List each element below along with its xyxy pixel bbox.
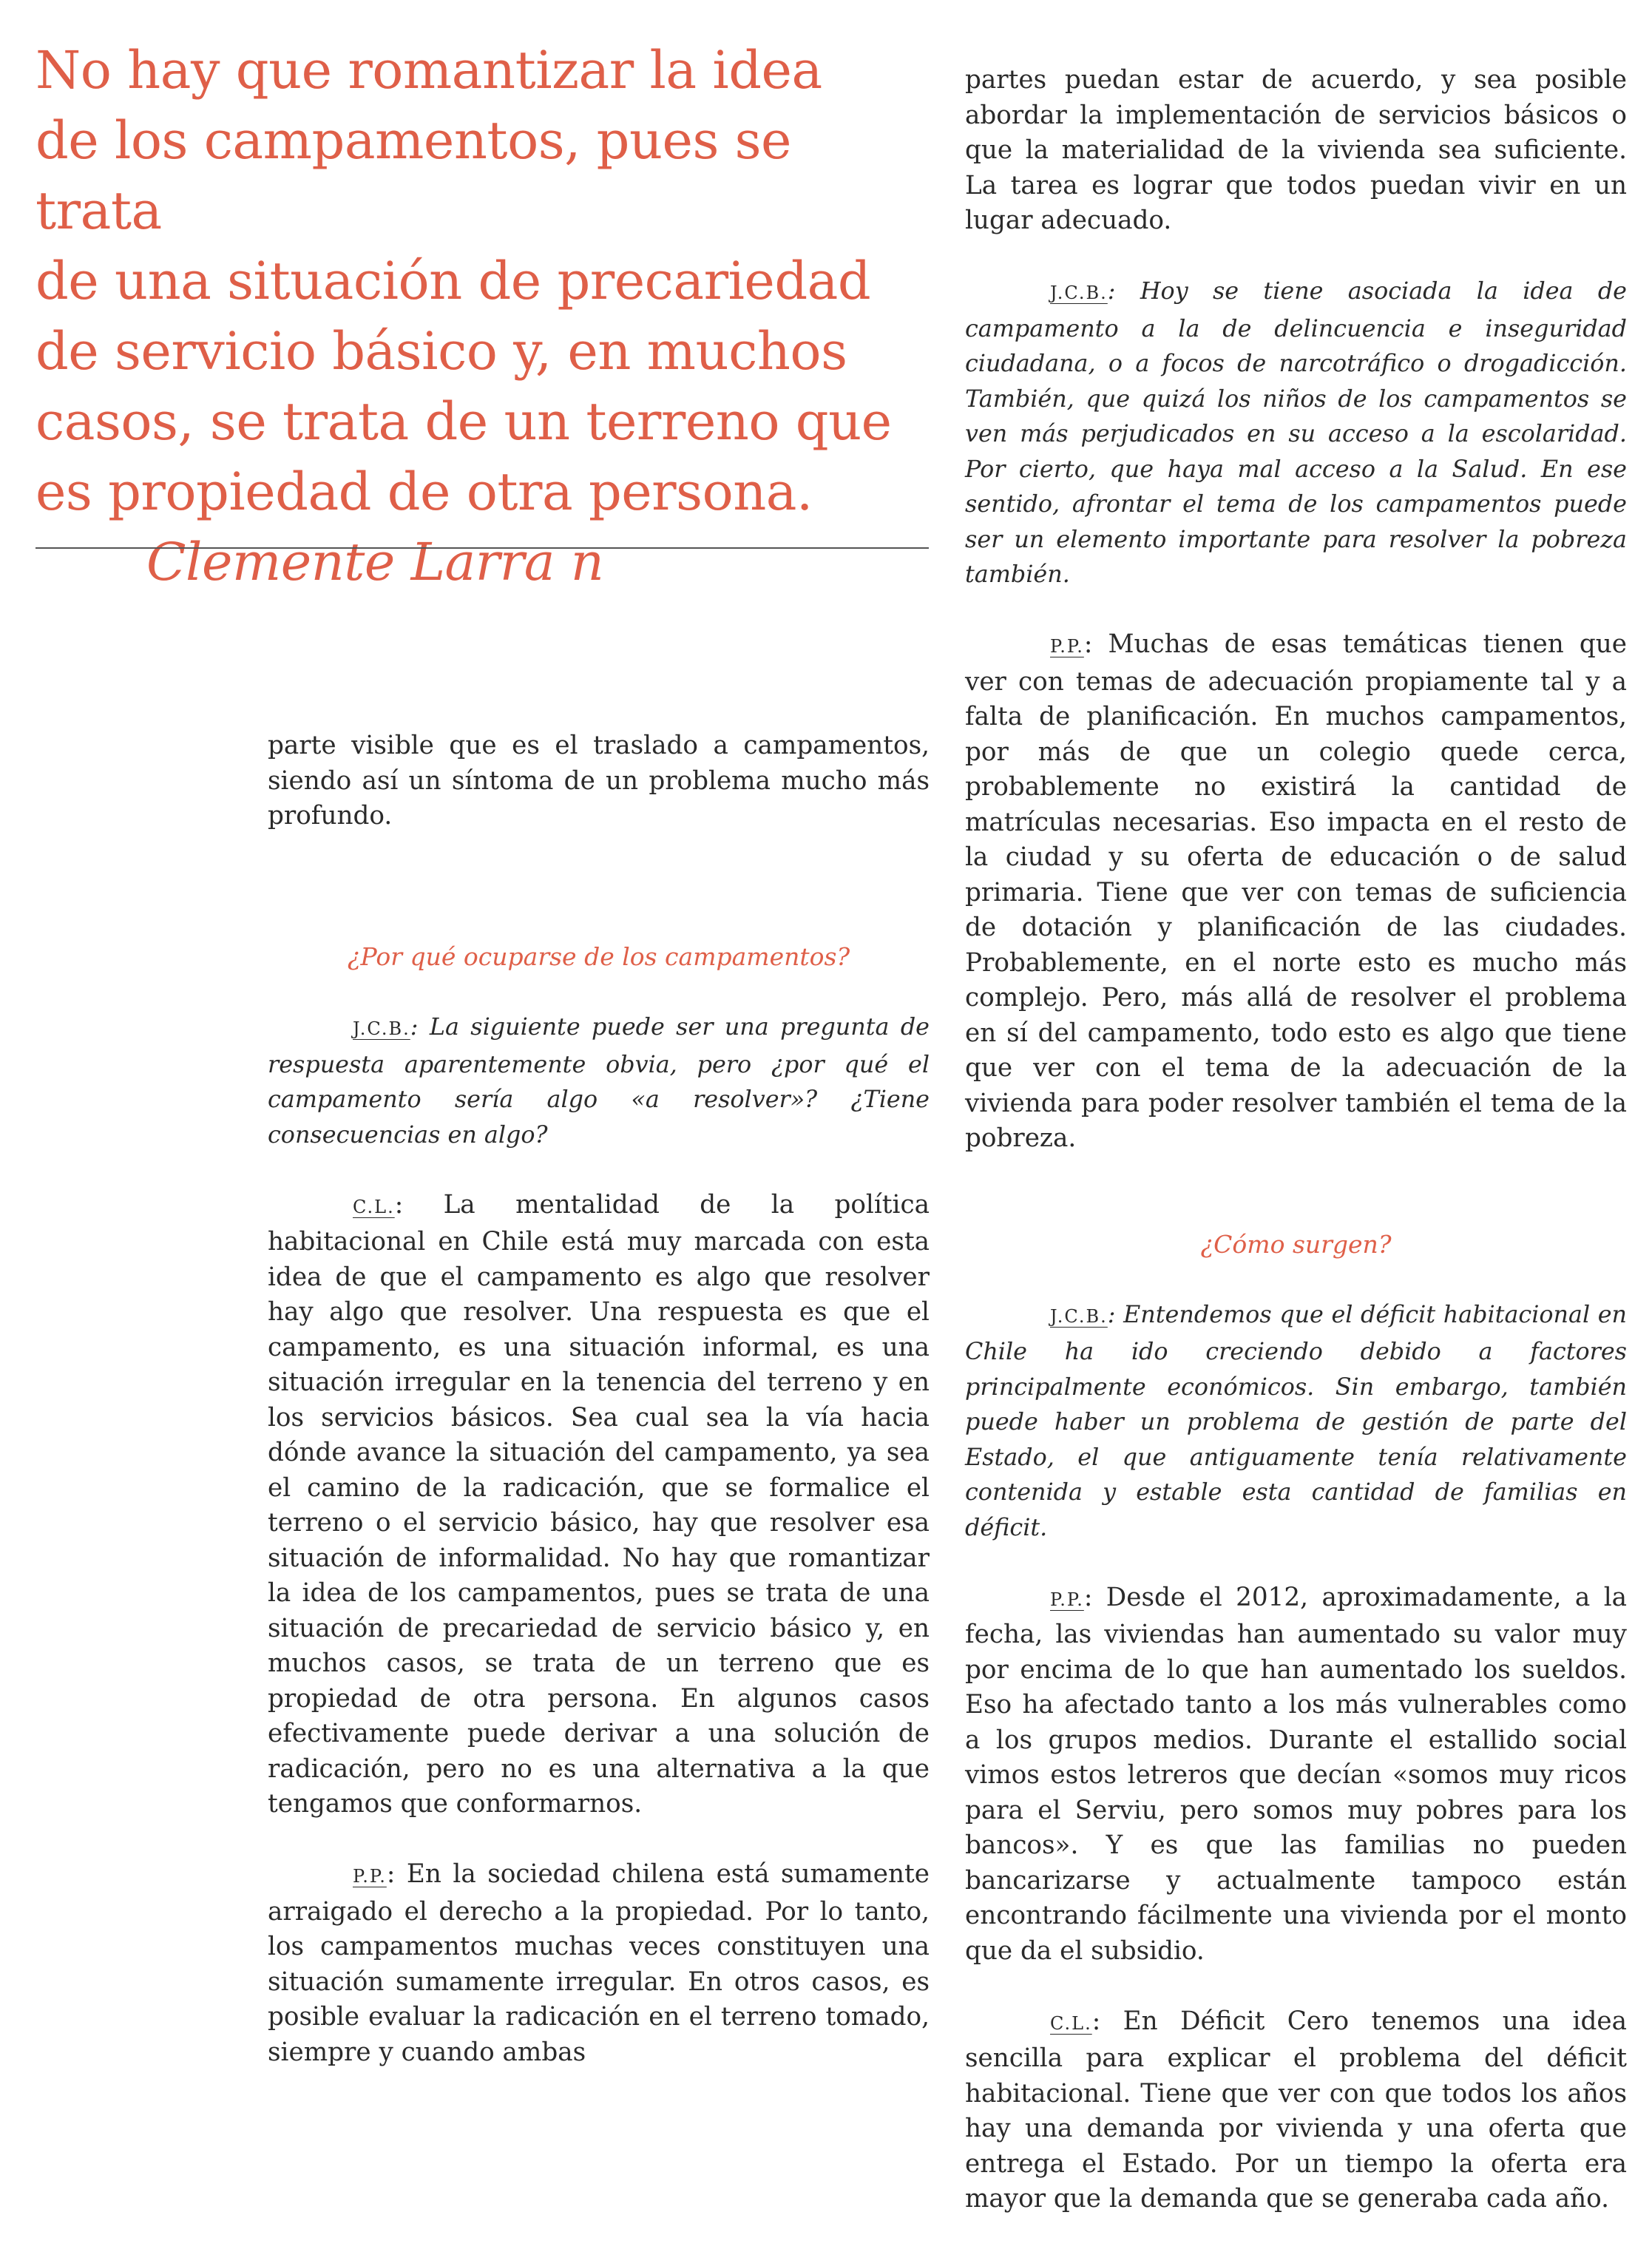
answer-text: Muchas de esas temáticas tienen que ver con temas de adecuación propiamente tal y a falta de planificación. En muchos campamentos, por más de que un colegio quede cerca, probablemente no existirá la cantidad de matrículas necesarias. Eso impacta en el resto de la ciudad y su oferta de educación o de salud primaria. Tiene que ver con temas de suficiencia de dotación y planificación de las ciudades. Probablemente, en el norte esto es mucho más complejo. Pero, más allá de resolver el problema en sí del campamento, todo esto es algo que tiene que ver con el tema de la adecuación de la vivienda para poder resolver también el tema de la pobreza. [965, 629, 1627, 1153]
interviewer-question [965, 1297, 1627, 1546]
answer-text: La mentalidad de la política habitacional en Chile está muy marcada con esta idea de que el campamento es algo que resolver hay algo que resolver. Una respuesta es que el campamento, es una situación informal, es una situación irregular en la tenencia del terreno y en los servicios básicos. Sea cual sea la vía hacia dónde avance la situación del campamento, ya sea el camino de la radicación, que se formalice el terreno o el servicio básico, hay que resolver esa situación de informalidad. No hay que romantizar la idea de los campamentos, pues se trata de una situación de precariedad de servicio básico y, en muchos casos, se trata de un terreno que es propiedad de otra persona. En algunos casos efectivamente puede derivar a una solución de radicación, pero no es una alternativa a la que tengamos que conformarnos. [268, 1189, 930, 1819]
answer-text: En la sociedad chilena está sumamente arraigado el derecho a la propiedad. Por lo tanto, los campamentos muchas veces constituyen una situación sumamente irregular. En otros casos, es posible evaluar la radicación en el terreno tomado, siempre y cuando ambas [268, 1859, 930, 2067]
speaker-initials: C.L. [353, 1196, 395, 1217]
pull-quote-line: No hay que romantizar la idea [35, 40, 822, 101]
speaker-separator: : [1107, 277, 1140, 305]
interviewer-question [268, 1010, 930, 1152]
right-column [965, 63, 1627, 2252]
speaker-separator: : [394, 1189, 444, 1220]
speaker-initials: J.C.B. [353, 1018, 410, 1039]
answer-paragraph [268, 1857, 930, 2070]
pull-quote [35, 35, 930, 598]
answer-paragraph [268, 1188, 930, 1822]
divider-rule [35, 547, 929, 549]
speaker-separator: : [1083, 629, 1108, 659]
section-heading: ¿Cómo surgen? [1200, 1229, 1392, 1259]
speaker-separator: : [1107, 1300, 1124, 1328]
answer-text: Desde el 2012, aproximadamente, a la fecha, las viviendas han aumentado su valor muy por encima de lo que han aumentado los sueldos. Eso ha afectado tanto a los más vulnerables como a los grupos medios. Durante el estallido social vimos estos letreros que decían «somos muy ricos para el Serviu, pero somos muy pobres para los bancos». Y es que las familias no pueden bancarizarse y actualmente tampoco están encontrando fácilmente una vivienda por el monto que da el subsidio. [965, 1582, 1628, 1966]
speaker-separator: : [1091, 2006, 1123, 2036]
pull-quote-line: es propiedad de otra persona. [35, 461, 813, 522]
speaker-initials: J.C.B. [1050, 283, 1108, 303]
answer-paragraph [965, 1580, 1627, 1969]
left-column [268, 728, 930, 2106]
answer-paragraph [965, 2004, 1627, 2217]
pull-quote-line: de una situación de precariedad [35, 251, 871, 311]
question-text: Hoy se tiene asociada la idea de campamento a la de delincuencia e inseguridad ciudadana, o a focos de narcotráfico o drogadicción. También, que quizá los niños de los campamentos se ven más perjudicados en su acceso a la escolaridad. Por cierto, que haya mal acceso a la Salud. En ese sentido, afrontar el tema de los campamentos puede ser un elemento importante para resolver la pobreza también. [965, 277, 1627, 588]
speaker-initials: C.L. [1050, 2012, 1092, 2034]
interviewer-question [965, 274, 1627, 592]
answer-text: En Déficit Cero tenemos una idea sencilla para explicar el problema del déficit habitacional. Tiene que ver con que todos los años hay una demanda por vivienda y una oferta que entrega el Estado. Por un tiempo la oferta era mayor que la demanda que se generaba cada año. [965, 2006, 1627, 2214]
answer-paragraph [965, 627, 1627, 1157]
question-text: La siguiente puede ser una pregunta de respuesta aparentemente obvia, pero ¿por qué el campamento sería algo «a resolver»? ¿Tiene consecuencias en algo? [268, 1013, 930, 1149]
speaker-initials: P.P. [353, 1866, 387, 1887]
pull-quote-line: de los campamentos, pues se trata [35, 110, 791, 241]
continued-paragraph: parte visible que es el traslado a campamentos, siendo así un síntoma de un problema mucho más profundo. [268, 731, 930, 831]
speaker-initials: P.P. [1050, 1589, 1084, 1610]
pull-quote-line: de servicio básico y, en muchos [35, 321, 847, 382]
spacer [268, 869, 930, 939]
speaker-initials: J.C.B. [1050, 1305, 1108, 1327]
speaker-separator: : [410, 1013, 430, 1041]
question-text: Entendemos que el déficit habitacional en Chile ha ido creciendo debido a factores principalmente económicos. Sin embargo, también puede haber un problema de gestión de parte del Estado, el que antiguamente tenía relativamente contenida y estable esta cantidad de familias en déficit. [965, 1300, 1627, 1541]
section-heading: ¿Por qué ocuparse de los campamentos? [347, 942, 850, 971]
pull-quote-line: casos, se trata de un terreno que [35, 391, 892, 452]
speaker-initials: P.P. [1050, 636, 1084, 657]
continued-paragraph: partes puedan estar de acuerdo, y sea posible abordar la implementación de servicios básicos o que la materialidad de la vivienda sea suficiente. La tarea es lograr que todos puedan vivir en un lugar adecuado. [965, 65, 1627, 235]
pull-quote-author: Clemente Larra n [146, 532, 604, 592]
spacer [965, 1191, 1627, 1227]
speaker-separator: : [386, 1859, 407, 1889]
speaker-separator: : [1083, 1582, 1106, 1612]
